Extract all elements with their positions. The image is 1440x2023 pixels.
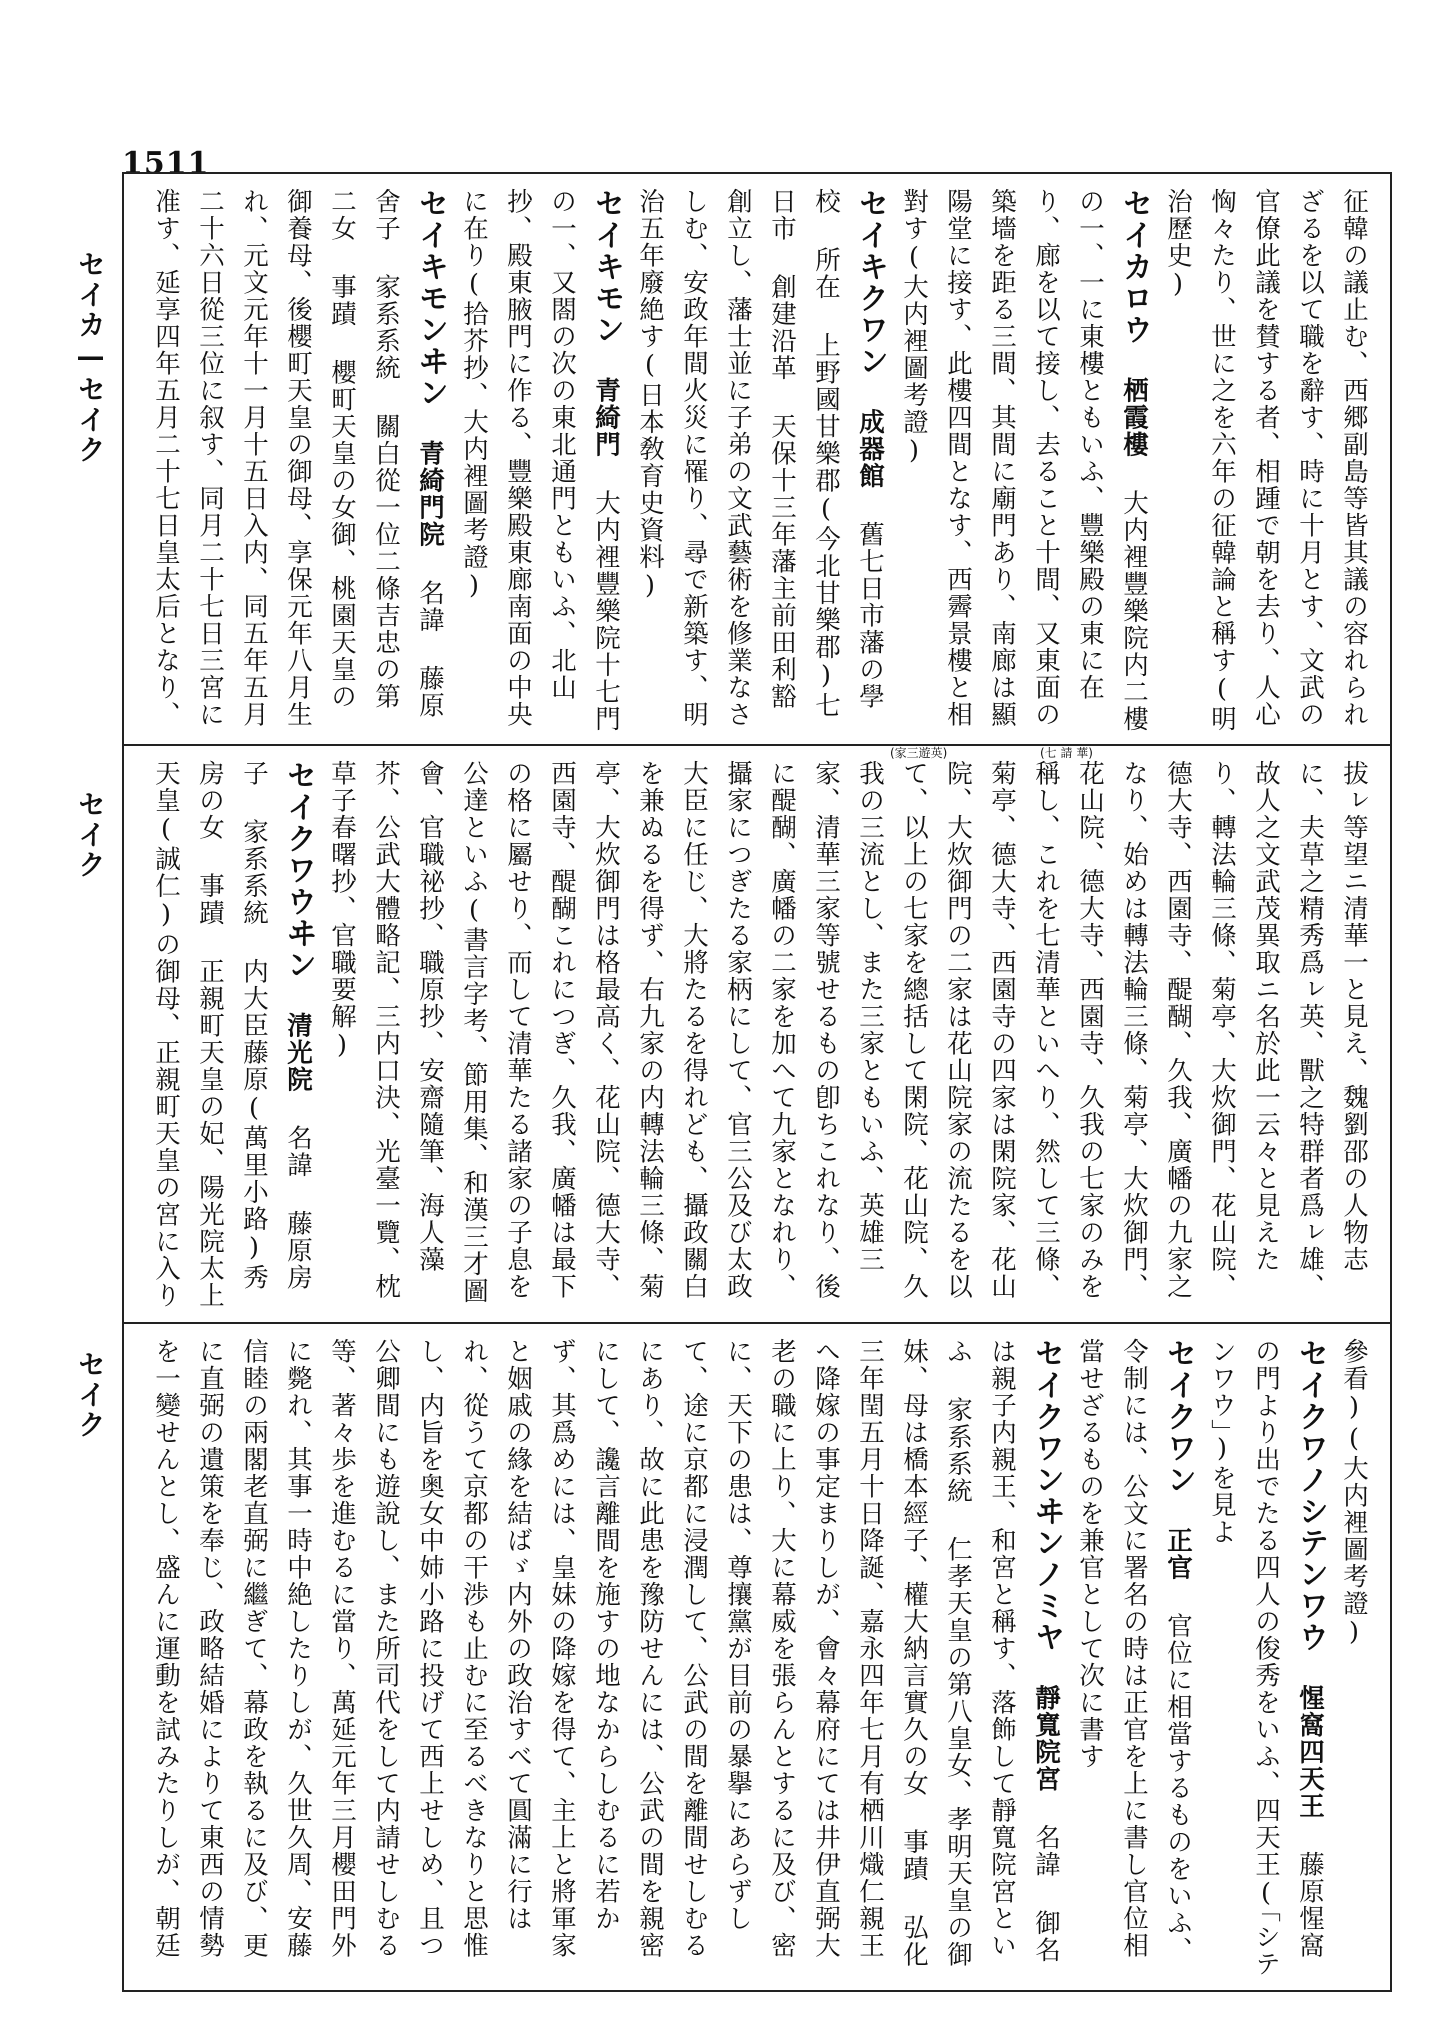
entry-shitenwau	[1200, 1338, 1332, 1980]
page-number: 1511	[122, 146, 210, 181]
entry-continuation: 參看)(大内裡圖考證)	[1339, 1338, 1369, 1649]
entry-body: 大内裡豐樂院内二樓の一、一に東樓ともいふ、豐樂殿の東に在り、廊を以て接し、去ること十間、又東面の築墻を距る三間、其間に廟門あり、南廊は顯陽堂に接す、此樓四間となす、西霽景樓と相對す(大内裡圖考證)	[899, 188, 1149, 733]
middle-text-block	[138, 760, 1376, 1312]
bottom-text-block	[138, 1338, 1376, 1980]
entry-seikwan	[1068, 1338, 1200, 1980]
headword-kanji: 靜寬院宮	[1031, 1684, 1061, 1793]
headword: セイカロウ	[1117, 188, 1152, 346]
entry-body: 名諱 藤原房子 家系系統 内大臣藤原(萬里小路)秀房の女 事蹟 正親町天皇の妃、陽光院太上天皇(誠仁)の御母、正親町天皇の宮に入り	[151, 760, 313, 1309]
entry-seikwauin-1	[138, 760, 320, 1312]
entry-body: 官位に相當するものをいふ、令制には、公文に署名の時は正官を上に書し官位相當せざるものを兼官として次に書す	[1075, 1338, 1193, 1964]
headword: セイクワウヰン	[281, 760, 316, 981]
margin-label-top: セイカ—セイク	[74, 250, 107, 465]
headword-kanji: 青綺門院	[415, 440, 445, 548]
margin-label-bottom: セイク	[74, 1350, 107, 1440]
middle-section	[124, 746, 1390, 1324]
entry-seikikwan	[628, 188, 892, 734]
headword-kanji: 成器館	[855, 408, 885, 490]
entry-body: 大内裡豐樂院十七門の一、又閤の次の東北通門ともいふ、北山抄、殿東腋門に作る、豐樂殿東廊南面の中央に在り(拾芥抄、大内裡圖考證)	[459, 188, 621, 733]
headword-kanji: 正官	[1163, 1527, 1193, 1581]
entry-body: 名諱 藤原舍子 家系系統 關白從一位二條吉忠の第二女 事蹟 櫻町天皇の女御、桃園天皇の御養母、後櫻町天皇の御母、享保元年八月生れ、元文元年十一月十五日入内、同五年五月二十六日從三位に叙す、同月二十七日三宮に准す、延享四年五月二十七日皇太后となり、	[151, 188, 445, 728]
entry-seikwaninnomiya	[138, 1338, 1068, 1980]
headword: セイクワンヰンノミヤ	[1029, 1338, 1064, 1653]
top-text-block	[138, 188, 1376, 734]
headword-kanji: 栖霞樓	[1119, 377, 1149, 458]
entry-continuation: 征韓の議止む、西郷副島等皆其議の容れられざるを以て職を辭す、時に十月とす、文武の官僚此議を賛する者、相踵で朝を去り、人心恟々たり、世に之を六年の征韓論と稱す(明治歷史)	[1163, 188, 1369, 733]
entry-body: 名諱 御名は親子内親王、和宮と稱す、落飾して靜寬院宮といふ 家系系統 仁孝天皇の第八皇女、孝明天皇の御妹、母は橋本經子、權大納言實久の女 事蹟 弘化三年閏五月十日降誕、嘉永四年七月有栖川熾仁親王へ降嫁の事定まりしが、會々幕府にては井伊直弼大老の職に上り、大に幕威を張らんとするに及び、密に、天下の患は、尊攘黨が目前の暴擧にあらずして、途に京都に浸潤して、公武の間を離間せしむるにあり、故に此患を豫防せんには、公武の間を親密にして、讒言離間を施すの地なからしむるに若かず、其爲めには、皇妹の降嫁を得て、主上と將軍家と姻戚の緣を結ばゞ内外の政治すべて圓滿に行はれ、從うて京都の干渉も止むに至るべきなりと思惟し、内旨を奥女中姉小路に投げて西上せしめ、且つ公卿間にも遊說し、また所司代をして内請せしむる等、著々歩を進むるに當り、萬延元年三月櫻田門外に斃れ、其事一時中絶したりしが、久世久周、安藤信睦の兩閣老直弼に繼ぎて、幕政を執るに及び、更に直弼の遺策を奉じ、政略結婚によりて東西の情勢を一變せんとし、盛んに運動を試みたりしが、朝廷	[151, 1338, 1061, 1968]
margin-label-middle: セイク	[74, 790, 107, 880]
entry-continuation: 拔ㇾ等望ニ清華一と見え、魏劉邵の人物志に、夫草之精秀爲ㇾ英、獸之特群者爲ㇾ雄、故人之文武茂異取ニ名於此一云々と見えたり、轉法輪三條、菊亭、大炊御門、花山院、德大寺、西園寺、醍醐、久我、廣幡の九家之なり、始めは轉法輪三條、菊亭、大炊御門、花山院、德大寺、西園寺、久我の七家のみを稱し、これを七清華といへり、然して三條、菊亭、德大寺、西園寺の四家は閑院家、花山院、大炊御門の二家は花山院家の流たるを以て、以上の七家を總括して閑院、花山院、久我の三流とし、また三家ともいふ、英雄三家、清華三家等號せるもの卽ちこれなり、後に醍醐、廣幡の二家を加へて九家となれり、攝家につぎたる家柄にして、官三公及び太政大臣に任じ、大將たるを得れども、攝政關白を兼ぬるを得ず、右九家の内轉法輪三條、菊亭、大炊御門は格最高く、花山院、德大寺、西園寺、醍醐これにつぎ、久我、廣幡は最下の格に屬せり、而して清華たる諸家の子息を公達といふ(書言字考、節用集、和漢三才圖會、官職祕抄、職原抄、安齋隨筆、海人藻芥、公武大體略記、三内口決、光臺一覽、枕草子春曙抄、官職要解)	[327, 760, 1369, 1305]
entry-body: 舊七日市藩の學校 所在 上野國甘樂郡(今北甘樂郡)七日市 創建沿革 天保十三年藩主前田利豁創立し、藩士並に子弟の文武藝術を修業なさしむ、安政年間火災に罹り、尋で新築す、明治五年廢絶す(日本敎育史資料)	[635, 188, 885, 728]
headword-kanji: 惺窩四天王	[1295, 1684, 1325, 1820]
entry-seikarou	[892, 188, 1156, 734]
credit-note-2: (七 請 華)	[1040, 746, 1093, 760]
credit-note-1: (家三遊英)	[890, 746, 948, 760]
entry-seikimon	[452, 188, 628, 734]
bottom-section	[124, 1324, 1390, 1990]
page-frame	[122, 172, 1392, 1992]
top-section	[124, 174, 1390, 746]
headword-kanji: 青綺門	[591, 377, 621, 458]
headword-kanji: 清光院	[283, 1012, 313, 1093]
headword: セイクワン	[1161, 1338, 1196, 1496]
headword: セイキモンヰン	[413, 188, 448, 409]
headword: セイキモン	[589, 188, 624, 346]
entry-body: 藤原惺窩の門より出でたる四人の俊秀をいふ、四天王(「シテンワウ」)を見よ	[1207, 1338, 1325, 1978]
entry-seikimonin	[138, 188, 452, 734]
headword: セイクワノシテンワウ	[1293, 1338, 1328, 1653]
headword: セイキクワン	[853, 188, 888, 377]
